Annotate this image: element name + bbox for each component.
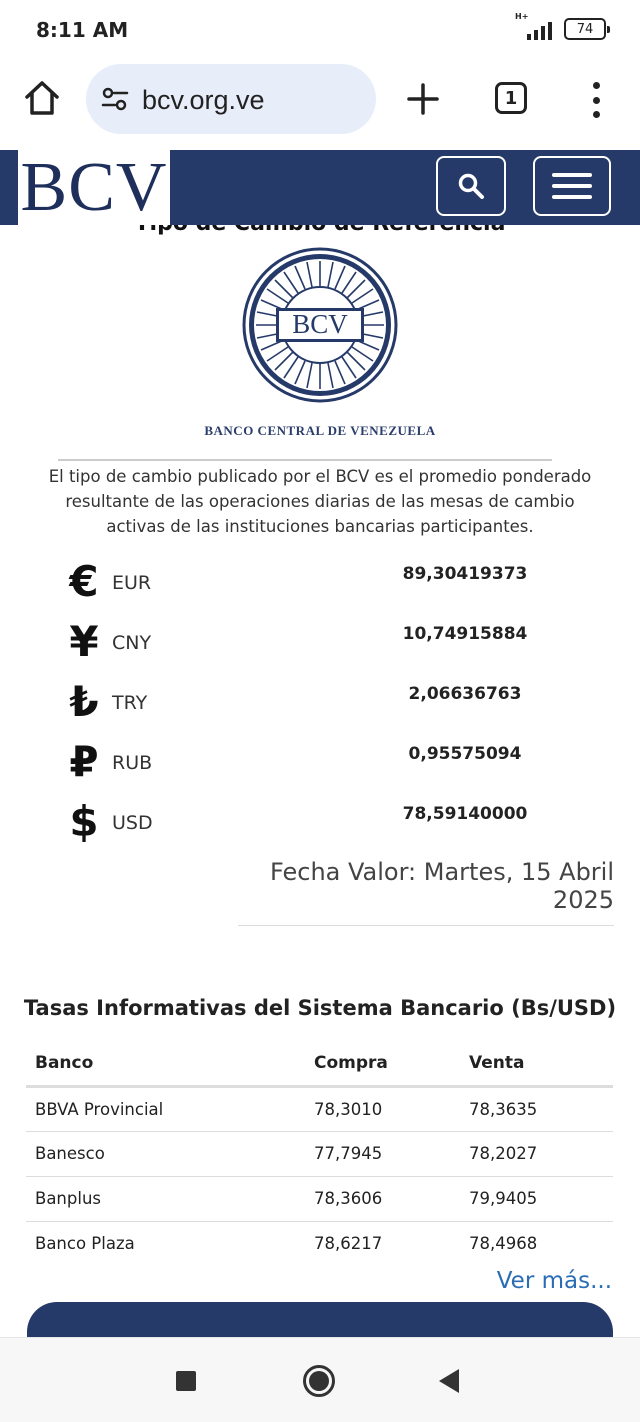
header-banco: Banco [26, 1042, 305, 1086]
rate-value: 78,59140000 [402, 804, 528, 824]
status-bar [0, 0, 640, 60]
bcv-logo[interactable] [18, 150, 170, 225]
rate-code: CNY [112, 632, 152, 654]
euro-icon: € [69, 557, 99, 606]
address-bar[interactable] [86, 64, 376, 134]
rate-row-usd [0, 798, 640, 848]
status-time: 8:11 AM [36, 18, 129, 42]
cell-compra: 77,7945 [305, 1131, 460, 1176]
fecha-valor: Fecha Valor: Martes, 15 Abril 2025 [269, 858, 614, 914]
url-text[interactable]: bcv.org.ve [142, 85, 265, 115]
new-tab-icon[interactable] [404, 80, 442, 118]
status-indicators [515, 12, 606, 40]
site-header [0, 150, 640, 225]
cell-compra: 78,6217 [314, 1234, 383, 1254]
tab-switcher-icon[interactable] [495, 82, 527, 114]
more-menu-icon[interactable] [584, 80, 608, 120]
rate-value: 0,95575094 [408, 744, 522, 764]
search-icon [457, 172, 485, 200]
cell-banco: Banplus [26, 1176, 305, 1221]
cell-banco: Banesco [26, 1131, 305, 1176]
cell-venta: 78,2027 [460, 1131, 613, 1176]
table-header-row [26, 1042, 613, 1086]
rate-row-rub [0, 738, 640, 788]
rate-code: TRY [112, 692, 148, 714]
cell-compra: 78,3010 [305, 1086, 460, 1131]
seal-text: BCV [292, 309, 348, 339]
recents-icon[interactable] [176, 1371, 196, 1391]
table-row [26, 1221, 613, 1266]
home-nav-icon[interactable] [303, 1365, 335, 1397]
back-icon[interactable] [439, 1369, 459, 1393]
home-icon[interactable] [22, 78, 62, 118]
system-nav-bar [0, 1337, 640, 1422]
cell-venta: 78,3635 [460, 1086, 613, 1131]
logo-text: BCV [20, 148, 168, 226]
table-row [26, 1131, 613, 1176]
cell-banco: BBVA Provincial [26, 1086, 305, 1131]
rate-row-try [0, 678, 640, 728]
rate-value: 2,06636763 [408, 684, 522, 704]
divider [238, 925, 614, 926]
rate-row-cny [0, 618, 640, 668]
bcv-seal-logo [241, 246, 399, 404]
rate-value: 10,74915884 [402, 624, 528, 644]
rate-code: RUB [112, 752, 153, 774]
signal-icon [515, 12, 552, 40]
tab-count: 1 [504, 87, 518, 109]
battery-icon [564, 18, 606, 40]
table-row [26, 1176, 613, 1221]
rate-code: EUR [112, 572, 152, 594]
yuan-icon: ¥ [69, 617, 99, 666]
bank-rates-table [26, 1042, 613, 1266]
browser-toolbar [0, 60, 640, 148]
header-compra: Compra [305, 1042, 460, 1086]
table-row [26, 1086, 613, 1131]
ver-mas-link[interactable]: Ver más... [496, 1268, 612, 1294]
search-button[interactable] [436, 156, 506, 216]
cell-compra: 78,3606 [305, 1176, 460, 1221]
site-settings-icon[interactable] [100, 84, 130, 114]
intro-text: El tipo de cambio publicado por el BCV es el promedio ponderado resultante de las operaciones diarias de las mesas de cambio activas de las instituciones bancarias participantes. [48, 467, 592, 536]
battery-level: 74 [576, 21, 594, 37]
divider [58, 459, 552, 461]
dollar-icon: $ [69, 797, 99, 846]
cell-banco: Banco Plaza [35, 1234, 135, 1254]
hamburger-menu-button[interactable] [533, 156, 611, 216]
cell-venta: 79,9405 [460, 1176, 613, 1221]
ruble-icon: ₽ [69, 737, 99, 786]
rate-value: 89,30419373 [402, 564, 528, 584]
lira-icon: ₺ [69, 677, 99, 726]
seal-caption: BANCO CENTRAL DE VENEZUELA [204, 423, 436, 438]
rate-row-eur [0, 558, 640, 608]
rate-code: USD [112, 812, 153, 834]
cell-venta: 78,4968 [469, 1234, 538, 1254]
network-type-label: H+ [515, 12, 529, 21]
header-venta: Venta [460, 1042, 613, 1086]
tasas-title: Tasas Informativas del Sistema Bancario (Bs/USD) [23, 996, 617, 1020]
